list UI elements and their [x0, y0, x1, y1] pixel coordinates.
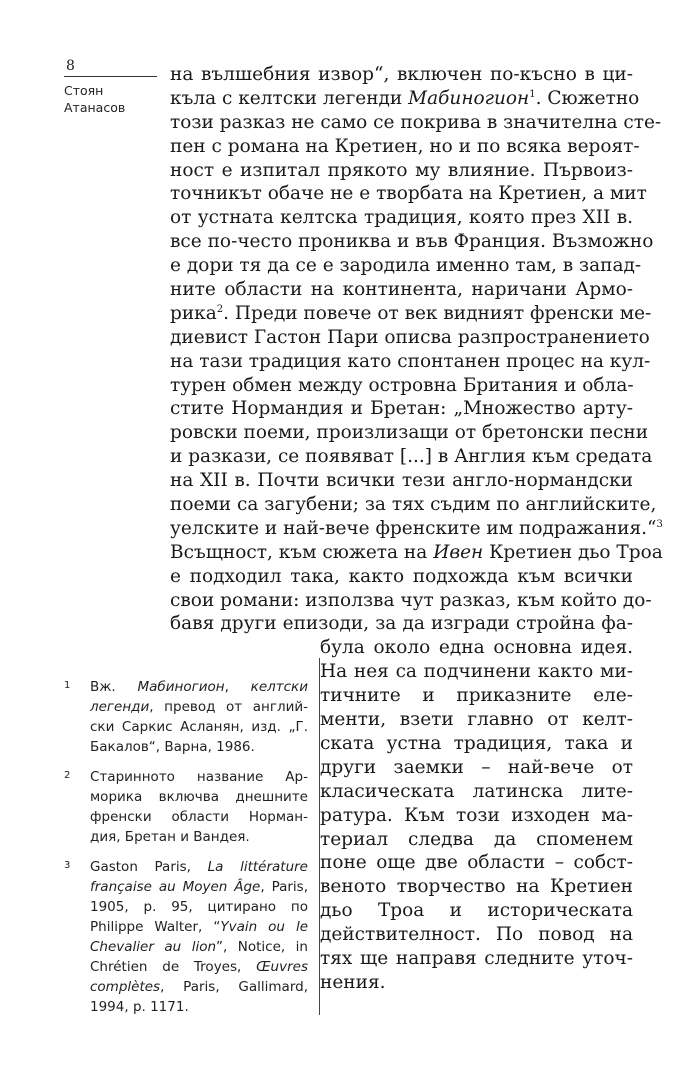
footnote	[64, 677, 308, 757]
body-line-text: диевист Гастон Пари описва разпространението	[170, 326, 650, 348]
body-line-text: ните области на континента, наричани Армо-	[170, 279, 633, 301]
body-line-text: ност е изпитал прякото му влияние. Първоиз-	[170, 159, 633, 181]
footnote-text: Старинното название Ар-	[90, 769, 308, 785]
footnote-italic: Œuvres	[256, 959, 308, 975]
author-first-name: Стоян	[64, 83, 104, 98]
footnote-ref: 3	[656, 518, 663, 530]
body-line	[170, 159, 633, 183]
italic-title: Мабиногион	[408, 87, 530, 109]
footnote-column-rule	[319, 658, 320, 1015]
header-rule	[64, 76, 157, 77]
footnote-italic: келтски	[250, 679, 308, 695]
body-line	[170, 63, 633, 87]
footnote-text: 1905, p. 95, цитирано по	[90, 899, 308, 915]
body-line-text: е дори тя да се е зародила именно там, в запад-	[170, 255, 642, 277]
body-line: действителност. По повод на	[320, 924, 633, 946]
body-line	[170, 612, 633, 636]
body-line: поне още две области – собст-	[320, 852, 633, 874]
footnote-text: , Paris, Gallimard,	[160, 979, 308, 995]
body-line	[170, 350, 651, 374]
body-line: веното творчество на Кретиен	[320, 876, 633, 898]
footnote-italic: легенди	[90, 699, 150, 715]
body-line	[170, 135, 640, 159]
body-line-text: турен обмен между островна Британия и обла-	[170, 374, 634, 396]
body-line: ратура. Към този изходен ма-	[320, 804, 633, 826]
body-line	[170, 326, 650, 350]
body-line-text: този разказ не само се покрива в значителна сте-	[170, 111, 662, 133]
body-line	[170, 254, 642, 278]
body-line-text: рика	[170, 302, 217, 324]
footnote-italic: Chevalier au lion	[90, 939, 217, 955]
body-line	[170, 589, 652, 613]
footnote-line	[90, 737, 308, 757]
body-line: дьо Троа и историческата	[320, 900, 633, 922]
body-line	[170, 374, 633, 398]
footnote-text: ”, Notice, in	[216, 939, 308, 955]
body-line: На нея са подчинени както ми-	[320, 661, 633, 683]
page-number: 8	[66, 58, 75, 74]
body-line	[170, 206, 633, 230]
footnote-text: ски Саркис Асланян, изд. „Г.	[90, 719, 308, 735]
body-line-text: от устната келтска традиция, която през XII в.	[170, 207, 633, 229]
footnote	[64, 767, 308, 847]
body-line: нения.	[320, 971, 386, 993]
author-last-name: Атанасов	[64, 100, 126, 115]
body-line-text: на вълшебния извор“, включен по-късно в ци-	[170, 64, 633, 85]
body-line	[170, 493, 657, 517]
body-line: тичните и приказните еле-	[320, 685, 633, 707]
body-line	[170, 421, 649, 445]
body-line	[170, 397, 633, 421]
footnote-line	[90, 977, 308, 997]
body-line	[170, 517, 663, 541]
footnote-line	[90, 997, 308, 1017]
body-line-text: свои романи: използва чут разказ, към който до-	[170, 589, 652, 611]
body-line-text: стите Нормандия и Бретан: „Множество арту-	[170, 398, 633, 420]
footnote-line	[90, 917, 308, 937]
footnote-line	[90, 897, 308, 917]
body-line: тях ще направя следните уточ-	[320, 947, 633, 969]
footnote-line	[90, 697, 308, 717]
footnote-line	[90, 677, 308, 697]
footnote-text: Вж.	[90, 679, 138, 695]
footnote-number: 1	[64, 680, 71, 691]
footnote-text: 1994, p. 1171.	[90, 999, 189, 1015]
body-line: була около една основна идея.	[320, 637, 633, 659]
body-line-text: Кретиен дьо Троа	[483, 541, 663, 563]
body-line: териал следва да споменем	[320, 828, 633, 850]
footnote-text: , Paris,	[260, 879, 308, 895]
body-line-text: уелските и най-вече френските им подражания.“	[170, 517, 657, 539]
footnote-italic: Yvain ou le	[220, 919, 308, 935]
footnote-line	[90, 957, 308, 977]
body-line-text: на XII в. Почти всички тези англо-нормандски	[170, 470, 633, 492]
footnote-text: Chrétien de Troyes,	[90, 959, 257, 975]
body-line-text: къла с келтски легенди	[170, 87, 409, 109]
body-line-text: е подходил така, както подхожда към всички	[170, 565, 633, 587]
footnote-line	[90, 787, 308, 807]
body-line-text: ровски поеми, произлизащи от бретонски песни	[170, 422, 649, 444]
footnote-text: френски области Норман-	[90, 809, 308, 825]
footnote-line	[90, 857, 308, 877]
body-line-text: поеми са загубени; за тях съдим по английските,	[170, 494, 657, 516]
body-line	[170, 302, 652, 326]
body-line	[170, 469, 633, 493]
footnote-line	[90, 807, 308, 827]
footnote-line	[90, 937, 308, 957]
footnote-ref: 1	[529, 88, 536, 100]
body-line-text: и разкази, се появяват [...] в Англия към средата	[170, 446, 653, 468]
body-line-text: точникът обаче не е творбата на Кретиен, а мит	[170, 183, 647, 205]
footnote-text: Philippe Walter, “	[90, 919, 221, 935]
body-line-text: Всъщност, към сюжета на	[170, 541, 434, 563]
footnote-text: морика включва днешните	[90, 789, 308, 805]
body-line	[170, 111, 662, 135]
body-line	[170, 541, 663, 565]
footnote-number: 2	[64, 770, 71, 781]
body-line-text: на тази традиция като спонтанен процес на кул-	[170, 350, 651, 372]
footnote-text: Бакалов“, Варна, 1986.	[90, 739, 255, 755]
body-line	[170, 230, 654, 254]
running-head-author	[64, 82, 125, 116]
body-line-text: бавя други епизоди, за да изгради стройна фа-	[170, 613, 633, 635]
footnote-italic: complètes	[90, 979, 161, 995]
italic-title: Ивен	[433, 541, 484, 563]
footnote-text: дия, Бретан и Вандея.	[90, 829, 250, 845]
body-line-text: все по-често прониква и във Франция. Възможно	[170, 231, 654, 253]
body-line-text: пен с романа на Кретиен, но и по всяка вероят-	[170, 135, 640, 157]
body-line: класическата латинска лите-	[320, 780, 633, 802]
body-line: ската устна традиция, така и	[320, 732, 633, 754]
body-line	[170, 182, 647, 206]
body-line	[170, 445, 653, 469]
footnote-line	[90, 767, 308, 787]
footnote-italic: française au Moyen Âge	[90, 879, 261, 895]
body-line	[170, 565, 633, 589]
body-line-text: . Сюжетно	[535, 87, 640, 109]
footnote-italic: La littérature	[207, 859, 308, 875]
body-line-text: . Преди повече от век видният френски ме-	[223, 302, 652, 324]
footnote-ref: 2	[216, 303, 224, 315]
footnotes	[64, 677, 308, 1027]
footnote-line	[90, 877, 308, 897]
footnote-italic: Мабиногион	[137, 679, 225, 695]
footnote-text: ,	[224, 679, 251, 695]
footnote	[64, 857, 308, 1017]
body-line	[170, 87, 640, 111]
footnote-line	[90, 827, 308, 847]
footnote-text: , превод от англий-	[149, 699, 308, 715]
footnote-text: Gaston Paris,	[90, 859, 208, 875]
footnote-line	[90, 717, 308, 737]
body-line: менти, взети главно от келт-	[320, 709, 633, 731]
body-line	[170, 278, 633, 302]
footnote-number: 3	[64, 860, 71, 871]
body-line: други заемки – най-вече от	[320, 756, 633, 778]
